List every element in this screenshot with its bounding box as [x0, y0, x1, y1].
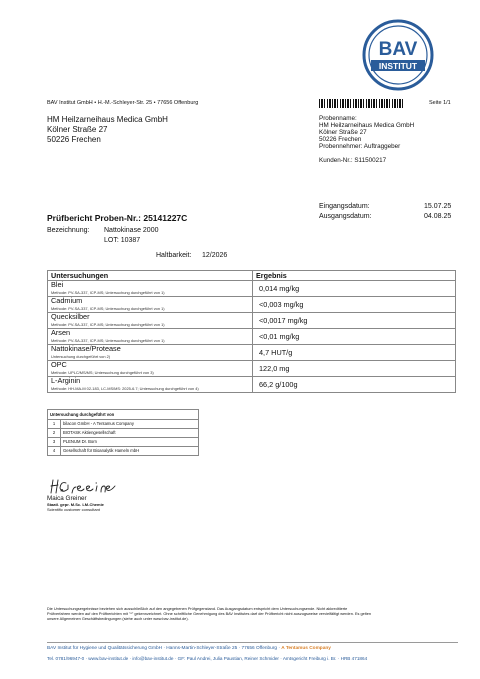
param-value: 4,7 HUT/g: [253, 345, 456, 361]
disclaimer-line2: Prüfverfahren werden auf den Prüfberichten mit "*" gekennzeichnet. Ohne schriftliche Genehmigung des BAV Institutes darf der Prüfbericht nicht auszugsweise vervielfältigt werden. Es gelten: [47, 612, 371, 616]
sample-info-line5: Probennehmer: Auftraggeber: [319, 143, 401, 150]
footer-rule: [47, 642, 458, 643]
table-row: [48, 329, 456, 345]
param-name: Cadmium: [51, 296, 83, 305]
param-method: Untersuchung durchgeführt von 2): [51, 353, 111, 359]
param-method: Methode: PV-SA-337, ICP-MS; Untersuchung durchgeführt von 1): [51, 289, 165, 295]
recipient-city: 50226 Frechen: [47, 135, 101, 144]
param-name: Blei: [51, 280, 64, 289]
param-value: <0,003 mg/kg: [253, 297, 456, 313]
signatory-title1: Staatl. gepr. M.Sc. LM-Chemie: [47, 502, 104, 507]
param-name: Quecksilber: [51, 312, 90, 321]
recipient-street: Kölner Straße 27: [47, 125, 108, 134]
logo-line1: BAV: [378, 39, 418, 60]
header-result: Ergebnis: [253, 271, 456, 281]
issued-label: Ausgangsdatum:: [319, 213, 372, 220]
param-method: Methode: UPLC/MS/MS; Untersuchung durchgeführt von 3): [51, 369, 154, 375]
signatory-name: Maica Greiner: [47, 495, 87, 502]
lab-number: 2: [48, 429, 61, 438]
received-label: Eingangsdatum:: [319, 203, 370, 210]
param-value: 0,014 mg/kg: [253, 281, 456, 297]
lab-name: Gesellschaft für Bioanalytik Hameln mbH: [61, 447, 199, 456]
designation-label: Bezeichnung:: [47, 227, 90, 234]
lab-name: BIOTASK Aktiengesellschaft: [61, 429, 199, 438]
labs-table: [47, 409, 199, 456]
page-number: Seite 1/1: [429, 100, 451, 106]
lab-row: [48, 447, 199, 456]
signatory-title2: Scientific customer consultant: [47, 507, 100, 512]
labs-header: Untersuchung durchgeführt von: [48, 410, 199, 420]
table-row: [48, 281, 456, 297]
footer-line2: Tel. 0781/96947-0 · www.bav-institut.de · info@bav-institut.de · GF: Paul Andrei, Julia Paustian, Reiner Schmider · Amtsgericht Freiburg i. Br. · HRB 471864: [47, 656, 368, 661]
report-title: Prüfbericht Proben-Nr.: 25141227C: [47, 213, 188, 223]
table-row: [48, 345, 456, 361]
handwritten-signature: [47, 477, 117, 497]
param-method: Methode: PV-SA-337, ICP-MS; Untersuchung durchgeführt von 1): [51, 321, 165, 327]
param-name: OPC: [51, 360, 67, 369]
shelf-life-value: 12/2026: [202, 252, 228, 259]
sample-info-line1: Probenname:: [319, 115, 357, 122]
sample-info-line2: HM Heilzarneihaus Medica GmbH: [319, 122, 415, 129]
lab-row: [48, 438, 199, 447]
table-row: [48, 297, 456, 313]
param-name: L-Arginin: [51, 376, 81, 385]
lab-number: 4: [48, 447, 61, 456]
table-row: [48, 313, 456, 329]
table-row: [48, 361, 456, 377]
results-header-row: [48, 271, 456, 281]
sender-line: BAV Institut GmbH • H.-M.-Schleyer-Str. 25 • 77656 Offenburg: [47, 100, 199, 106]
customer-number: Kunden-Nr.: S11500217: [319, 157, 387, 164]
param-value: 66,2 g/100g: [253, 377, 456, 393]
param-method: Methode: PV-SA-337, ICP-MS; Untersuchung durchgeführt von 1): [51, 305, 165, 311]
sample-info-line3: Kölner Straße 27: [319, 129, 367, 136]
sample-info-line4: 50226 Frechen: [319, 136, 362, 143]
header-tests: Untersuchungen: [48, 271, 253, 281]
lab-number: 3: [48, 438, 61, 447]
issued-date: 04.08.25: [424, 213, 452, 220]
param-value: 122,0 mg: [253, 361, 456, 377]
footer-line1: [47, 646, 459, 652]
table-row: [48, 377, 456, 393]
param-method: Methode: HH-MA-M 02-183, LC-MS/MS: 2025-6.7; Untersuchung durchgeführt von 4): [51, 385, 199, 391]
logo-line2: INSTITUT: [378, 61, 418, 71]
barcode: [319, 99, 405, 108]
param-value: <0,0017 mg/kg: [253, 313, 456, 329]
disclaimer-line1: Die Untersuchungsergebnisse beziehen sich ausschließlich auf den angegebenen Prüfgegenstand. Das Ausgangsdatum entspricht dem Untersuchungsende. Nicht akkreditierte: [47, 607, 348, 611]
lab-row: [48, 420, 199, 429]
received-date: 15.07.25: [424, 203, 452, 210]
lab-row: [48, 429, 199, 438]
results-table: [47, 270, 456, 393]
lab-number: 1: [48, 420, 61, 429]
param-name: Arsen: [51, 328, 71, 337]
param-value: <0,01 mg/kg: [253, 329, 456, 345]
param-method: Methode: PV-SA-337, ICP-MS; Untersuchung durchgeführt von 1): [51, 337, 165, 343]
bav-institut-logo: [362, 19, 434, 91]
shelf-life-label: Haltbarkeit:: [156, 252, 192, 259]
footer-company: BAV Institut für Hygiene und Qualitätssicherung GmbH · Hanns-Martin-Schleyer-Straße 25 · 77656 Offenburg ·: [47, 646, 282, 651]
disclaimer-line3: unsere Allgemeinen Geschäftsbedingungen (siehe auch unter www.bav-institut.de).: [47, 617, 189, 621]
footer-brand: A Tentamus Company: [281, 646, 331, 651]
lab-name: bilacon GmbH - A Tentamus Company: [61, 420, 199, 429]
recipient-name: HM Heilzarneihaus Medica GmbH: [47, 115, 168, 124]
lot-number: LOT: 10387: [104, 237, 141, 244]
lab-name: PLENUM Dr. Born: [61, 438, 199, 447]
designation-value: Nattokinase 2000: [104, 227, 159, 234]
param-name: Nattokinase/Protease: [51, 344, 121, 353]
